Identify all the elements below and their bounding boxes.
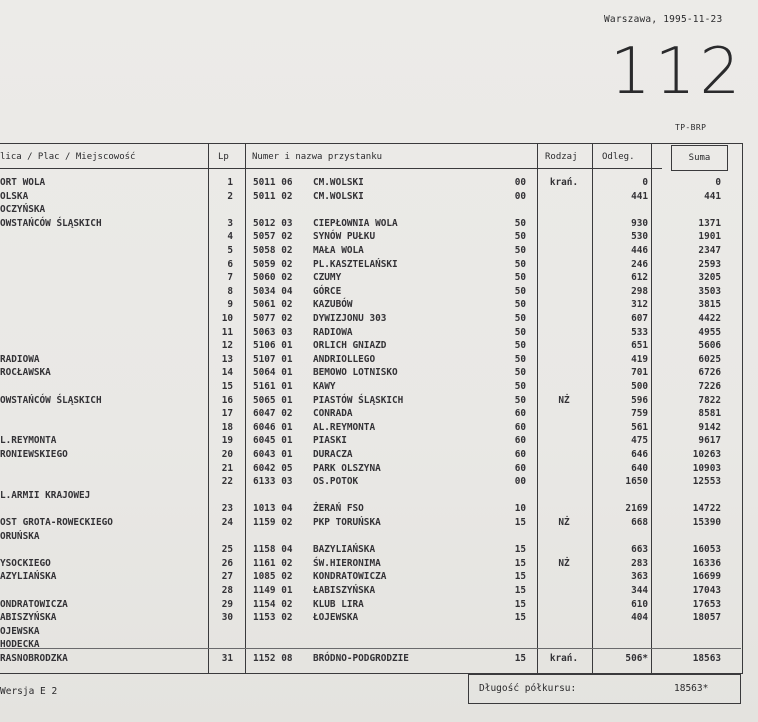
stop-cumulative: 9617 [698,435,721,447]
stop-cumulative: 16053 [692,544,721,556]
stop-ordinal: 6 [227,258,233,270]
stop-type: krań. [549,177,579,188]
stop-zone: 50 [514,326,526,338]
street-name: HODECKA [0,639,40,651]
street-name: OLSKA [0,190,29,202]
stop-distance: 404 [631,612,648,624]
issue-date: Warszawa, 1995-11-23 [604,14,723,25]
stop-zone: 50 [514,299,526,311]
column-header-lp: Lp [218,152,229,162]
stop-cumulative: 10263 [692,449,721,460]
stop-zone: 50 [514,367,526,379]
column-header-street: lica / Plac / Miejscowość [0,152,136,162]
stop-zone: 60 [514,435,526,447]
stop-ordinal: 29 [221,598,233,610]
route-length-value: 18563* [674,683,709,694]
stop-name: CM.WOLSKI [313,190,364,202]
street-name: RONIEWSKIEGO [0,449,68,460]
table-row [0,408,740,422]
stop-name: KAZUBÓW [313,299,353,311]
route-length-label: Długość półkursu: [479,683,577,694]
stop-number: 5161 01 [253,381,293,392]
column-header-stop: Numer i nazwa przystanku [252,152,383,162]
stop-zone: 15 [514,571,526,583]
stop-distance: 610 [631,598,648,610]
stop-name: AL.REYMONTA [313,421,376,433]
stop-ordinal: 19 [221,435,233,447]
stop-name: OS.POTOK [313,476,359,488]
stop-name: DURACZA [313,449,353,460]
stop-ordinal: 18 [221,421,233,433]
stop-ordinal: 10 [221,313,233,324]
stop-name: PIASKI [313,435,347,447]
stop-ordinal: 27 [221,571,233,583]
table-row [0,612,740,626]
stop-number: 5057 02 [253,231,293,243]
stop-zone: 50 [514,231,526,243]
stop-distance: 283 [631,557,648,569]
stop-number: 1154 02 [253,598,293,610]
street-name: RASNOBRODZKA [0,653,68,664]
stop-distance: 246 [631,258,648,270]
header-separator [0,168,662,169]
stop-ordinal: 3 [227,217,233,229]
stop-distance: 506* [625,653,648,664]
table-row [0,299,740,313]
stop-cumulative: 2593 [698,258,721,270]
street-name: L.ARMII KRAJOWEJ [0,489,91,501]
stop-number: 1085 02 [253,571,293,583]
stop-name: BEMOWO LOTNISKO [313,367,398,379]
stop-distance: 530 [631,231,648,243]
stop-number: 6133 03 [253,476,293,488]
table-row [0,585,740,599]
stop-distance: 344 [631,585,648,596]
stop-number: 1152 08 [253,653,293,664]
stop-distance: 441 [631,190,648,202]
stop-zone: 50 [514,272,526,284]
stop-zone: 10 [514,503,526,515]
table-row [0,313,740,327]
stop-distance: 533 [631,326,648,338]
stop-number: 1153 02 [253,612,293,624]
stop-name: PKP TORUŃSKA [313,517,381,528]
stop-ordinal: 17 [221,408,233,420]
stop-ordinal: 25 [221,544,233,556]
stop-type: krań. [549,653,579,664]
table-row [0,177,740,191]
table-row [0,272,740,286]
street-name: ROCŁAWSKA [0,367,51,379]
stop-cumulative: 9142 [698,421,721,433]
stop-cumulative: 18057 [692,612,721,624]
stop-cumulative: 14722 [692,503,721,515]
stop-ordinal: 9 [227,299,233,311]
stop-zone: 00 [514,177,526,188]
table-row [0,531,740,545]
stop-number: 5065 01 [253,394,293,406]
table-row [0,463,740,477]
street-name: AZYLIAŃSKA [0,571,57,583]
stop-ordinal: 21 [221,462,233,474]
line-number: 112 [610,35,745,109]
stop-name: ŚW.HIERONIMA [313,557,381,569]
stop-number: 5060 02 [253,272,293,284]
stop-zone: 15 [514,653,526,664]
stop-distance: 663 [631,544,648,556]
stop-type: NŻ [558,557,570,569]
street-name: ABISZYŃSKA [0,612,57,624]
stop-cumulative: 8581 [698,408,721,420]
stop-number: 1158 04 [253,544,293,556]
table-row [0,449,740,463]
table-row [0,544,740,558]
stop-zone: 50 [514,245,526,256]
stop-cumulative: 6025 [698,353,721,365]
stop-cumulative: 2347 [698,245,721,256]
table-row [0,245,740,259]
stop-number: 1159 02 [253,517,293,528]
table-row [0,381,740,395]
stop-number: 6047 02 [253,408,293,420]
stop-ordinal: 23 [221,503,233,515]
stop-ordinal: 11 [221,326,233,338]
table-row [0,490,740,504]
stop-distance: 2169 [625,503,648,515]
stop-name: ANDRIOLLEGO [313,353,376,365]
column-header-sum [671,145,728,171]
table-row [0,476,740,490]
stop-cumulative: 10903 [692,462,721,474]
stop-zone: 00 [514,476,526,488]
table-row [0,395,740,409]
table-row [0,218,740,232]
stop-distance: 640 [631,462,648,474]
stop-number: 6042 05 [253,462,293,474]
street-name: OCZYŃSKA [0,204,46,216]
stop-name: ORLICH GNIAZD [313,340,387,352]
stop-zone: 50 [514,285,526,297]
stop-ordinal: 8 [227,285,233,297]
stop-name: BRÓDNO-PODGRODZIE [313,653,409,664]
table-row [0,503,740,517]
stop-number: 5064 01 [253,367,293,379]
stop-cumulative: 0 [715,177,721,188]
table-row [0,340,740,354]
table-row [0,571,740,585]
stop-distance: 363 [631,571,648,583]
table-row [0,517,740,531]
column-header-distance: Odleg. [602,152,635,162]
stop-number: 5107 01 [253,353,293,365]
stop-ordinal: 30 [221,612,233,624]
table-row [0,435,740,449]
stop-cumulative: 1371 [698,217,721,229]
column-header-type: Rodzaj [545,152,578,162]
stop-zone: 50 [514,394,526,406]
stop-ordinal: 15 [221,381,233,392]
stop-distance: 561 [631,421,648,433]
stop-name: KLUB LIRA [313,598,364,610]
stop-distance: 646 [631,449,648,460]
table-row [0,231,740,245]
stop-name: PIASTÓW ŚLĄSKICH [313,394,404,406]
stop-cumulative: 15390 [692,517,721,528]
stop-distance: 596 [631,394,648,406]
table-row [0,639,740,653]
stop-ordinal: 16 [221,394,233,406]
stop-distance: 446 [631,245,648,256]
table-row [0,354,740,368]
street-name: OJEWSKA [0,625,40,637]
stop-distance: 701 [631,367,648,379]
stop-number: 1149 01 [253,585,293,596]
stop-number: 5059 02 [253,258,293,270]
stop-ordinal: 22 [221,476,233,488]
table-row [0,422,740,436]
stop-distance: 312 [631,299,648,311]
stop-zone: 15 [514,598,526,610]
stop-distance: 759 [631,408,648,420]
stop-ordinal: 31 [221,653,233,664]
stop-number: 5034 04 [253,285,293,297]
stop-zone: 60 [514,449,526,460]
street-name: YSOCKIEGO [0,557,51,569]
stop-number: 1161 02 [253,557,293,569]
stop-zone: 50 [514,353,526,365]
street-name: ORUŃSKA [0,530,40,542]
stop-cumulative: 6726 [698,367,721,379]
stop-ordinal: 4 [227,231,233,243]
stop-cumulative: 17043 [692,585,721,596]
stop-number: 6043 01 [253,449,293,460]
stop-name: ŁOJEWSKA [313,612,359,624]
stop-cumulative: 16699 [692,571,721,583]
stop-cumulative: 16336 [692,557,721,569]
stop-type: NŻ [558,517,570,528]
column-header-sum-label: Suma [688,153,711,163]
stop-zone: 50 [514,217,526,229]
version-label: Wersja E 2 [0,686,58,697]
table-row [0,327,740,341]
street-name: RADIOWA [0,353,40,365]
stop-zone: 15 [514,557,526,569]
stop-name: CIEPŁOWNIA WOLA [313,217,398,229]
stop-distance: 668 [631,517,648,528]
stop-ordinal: 5 [227,245,233,256]
stop-ordinal: 24 [221,517,233,528]
stop-ordinal: 13 [221,353,233,365]
stop-ordinal: 28 [221,585,233,596]
stop-number: 5011 02 [253,190,293,202]
stop-name: GÓRCE [313,285,342,297]
table-row [0,367,740,381]
stop-zone: 50 [514,340,526,352]
stop-cumulative: 3815 [698,299,721,311]
stop-zone: 15 [514,544,526,556]
stop-cumulative: 7822 [698,394,721,406]
stop-distance: 651 [631,340,648,352]
stop-zone: 50 [514,381,526,392]
table-row [0,599,740,613]
stop-zone: 15 [514,612,526,624]
stop-name: RADIOWA [313,326,353,338]
stop-name: KAWY [313,381,336,392]
stop-cumulative: 3503 [698,285,721,297]
stop-cumulative: 4955 [698,326,721,338]
stop-cumulative: 17653 [692,598,721,610]
stop-number: 5106 01 [253,340,293,352]
stop-distance: 475 [631,435,648,447]
stop-number: 6045 01 [253,435,293,447]
street-name: OWSTAŃCÓW ŚLĄSKICH [0,217,102,229]
route-length-box [468,674,741,704]
stop-distance: 500 [631,381,648,392]
street-name: ONDRATOWICZA [0,598,68,610]
stop-number: 5012 03 [253,217,293,229]
stop-name: MAŁA WOLA [313,245,364,256]
stop-cumulative: 18563 [692,653,721,664]
stop-ordinal: 26 [221,557,233,569]
street-name: ORT WOLA [0,177,46,188]
stop-distance: 612 [631,272,648,284]
stop-distance: 1650 [625,476,648,488]
stop-distance: 607 [631,313,648,324]
stop-number: 5063 03 [253,326,293,338]
stop-ordinal: 2 [227,190,233,202]
stop-number: 5077 02 [253,313,293,324]
street-name: OST GROTA-ROWECKIEGO [0,517,113,528]
stop-cumulative: 441 [704,190,721,202]
stop-type: NŻ [558,394,570,406]
stop-number: 6046 01 [253,421,293,433]
stop-name: ŻERAŃ FSO [313,503,364,515]
street-name: L.REYMONTA [0,435,57,447]
stop-zone: 50 [514,258,526,270]
street-name: OWSTAŃCÓW ŚLĄSKICH [0,394,102,406]
stop-ordinal: 7 [227,272,233,284]
stop-zone: 50 [514,313,526,324]
stop-ordinal: 1 [227,177,233,188]
stop-name: CONRADA [313,408,353,420]
stop-cumulative: 4422 [698,313,721,324]
stop-cumulative: 3205 [698,272,721,284]
stop-distance: 930 [631,217,648,229]
stop-ordinal: 20 [221,449,233,460]
stop-name: PARK OLSZYNA [313,462,381,474]
stop-zone: 00 [514,190,526,202]
stop-cumulative: 7226 [698,381,721,392]
stop-name: CM.WOLSKI [313,177,364,188]
stop-number: 5058 02 [253,245,293,256]
stop-name: KONDRATOWICZA [313,571,387,583]
stop-name: PL.KASZTELAŃSKI [313,258,398,270]
stop-name: CZUMY [313,272,342,284]
table-row [0,558,740,572]
stop-number: 1013 04 [253,503,293,515]
document-code: TP-BRP [675,123,707,132]
stop-cumulative: 12553 [692,476,721,488]
table-row [0,204,740,218]
stop-name: ŁABISZYŃSKA [313,585,376,596]
table-row [0,626,740,640]
stop-zone: 60 [514,408,526,420]
table-row [0,653,740,667]
stop-name: SYNÓW PUŁKU [313,231,376,243]
stop-ordinal: 14 [221,367,233,379]
table-row [0,259,740,273]
stop-cumulative: 1901 [698,231,721,243]
stop-zone: 15 [514,585,526,596]
stop-ordinal: 12 [221,340,233,352]
stop-distance: 419 [631,353,648,365]
stop-number: 5061 02 [253,299,293,311]
stop-distance: 298 [631,285,648,297]
stop-distance: 0 [642,177,648,188]
table-row [0,286,740,300]
stop-name: BAZYLIAŃSKA [313,544,376,556]
stop-name: DYWIZJONU 303 [313,313,387,324]
stop-number: 5011 06 [253,177,293,188]
stop-zone: 15 [514,517,526,528]
stop-cumulative: 5606 [698,340,721,352]
table-row [0,191,740,205]
stop-zone: 60 [514,462,526,474]
stop-zone: 60 [514,421,526,433]
